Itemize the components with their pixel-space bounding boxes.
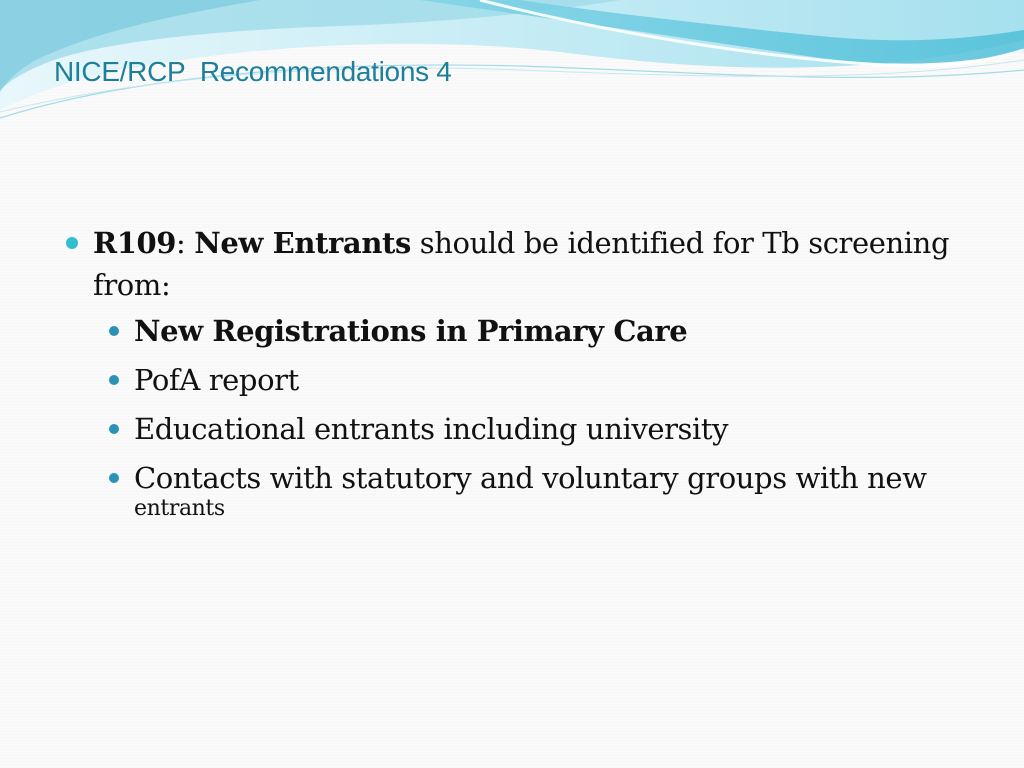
list-item [66, 459, 966, 521]
slide-body [66, 222, 966, 532]
recommendation-text: should be identified for Tb screening from: [93, 226, 950, 302]
bullet-dot-icon [109, 326, 119, 336]
slide-title: NICE/RCP Recommendations 4 [54, 56, 452, 87]
list-item-text: Contacts with statutory and voluntary groups with new [134, 461, 927, 495]
list-item [66, 361, 966, 399]
recommendation-subject: New Entrants [194, 226, 411, 260]
sub-bullet-list [66, 312, 966, 521]
code-separator: : [176, 226, 195, 260]
list-item [66, 410, 966, 448]
bullet-dot-icon [109, 473, 119, 483]
list-item [66, 312, 966, 350]
main-bullet-point [66, 222, 966, 306]
bullet-dot-icon [109, 375, 119, 385]
bullet-dot-icon [109, 424, 119, 434]
list-item-continuation: entrants [134, 496, 225, 521]
list-item-text: PofA report [134, 363, 299, 397]
recommendation-code: R109 [93, 226, 177, 260]
bullet-dot-icon [66, 237, 78, 249]
list-item-text: New Registrations in Primary Care [134, 314, 688, 348]
list-item-text: Educational entrants including university [134, 412, 729, 446]
